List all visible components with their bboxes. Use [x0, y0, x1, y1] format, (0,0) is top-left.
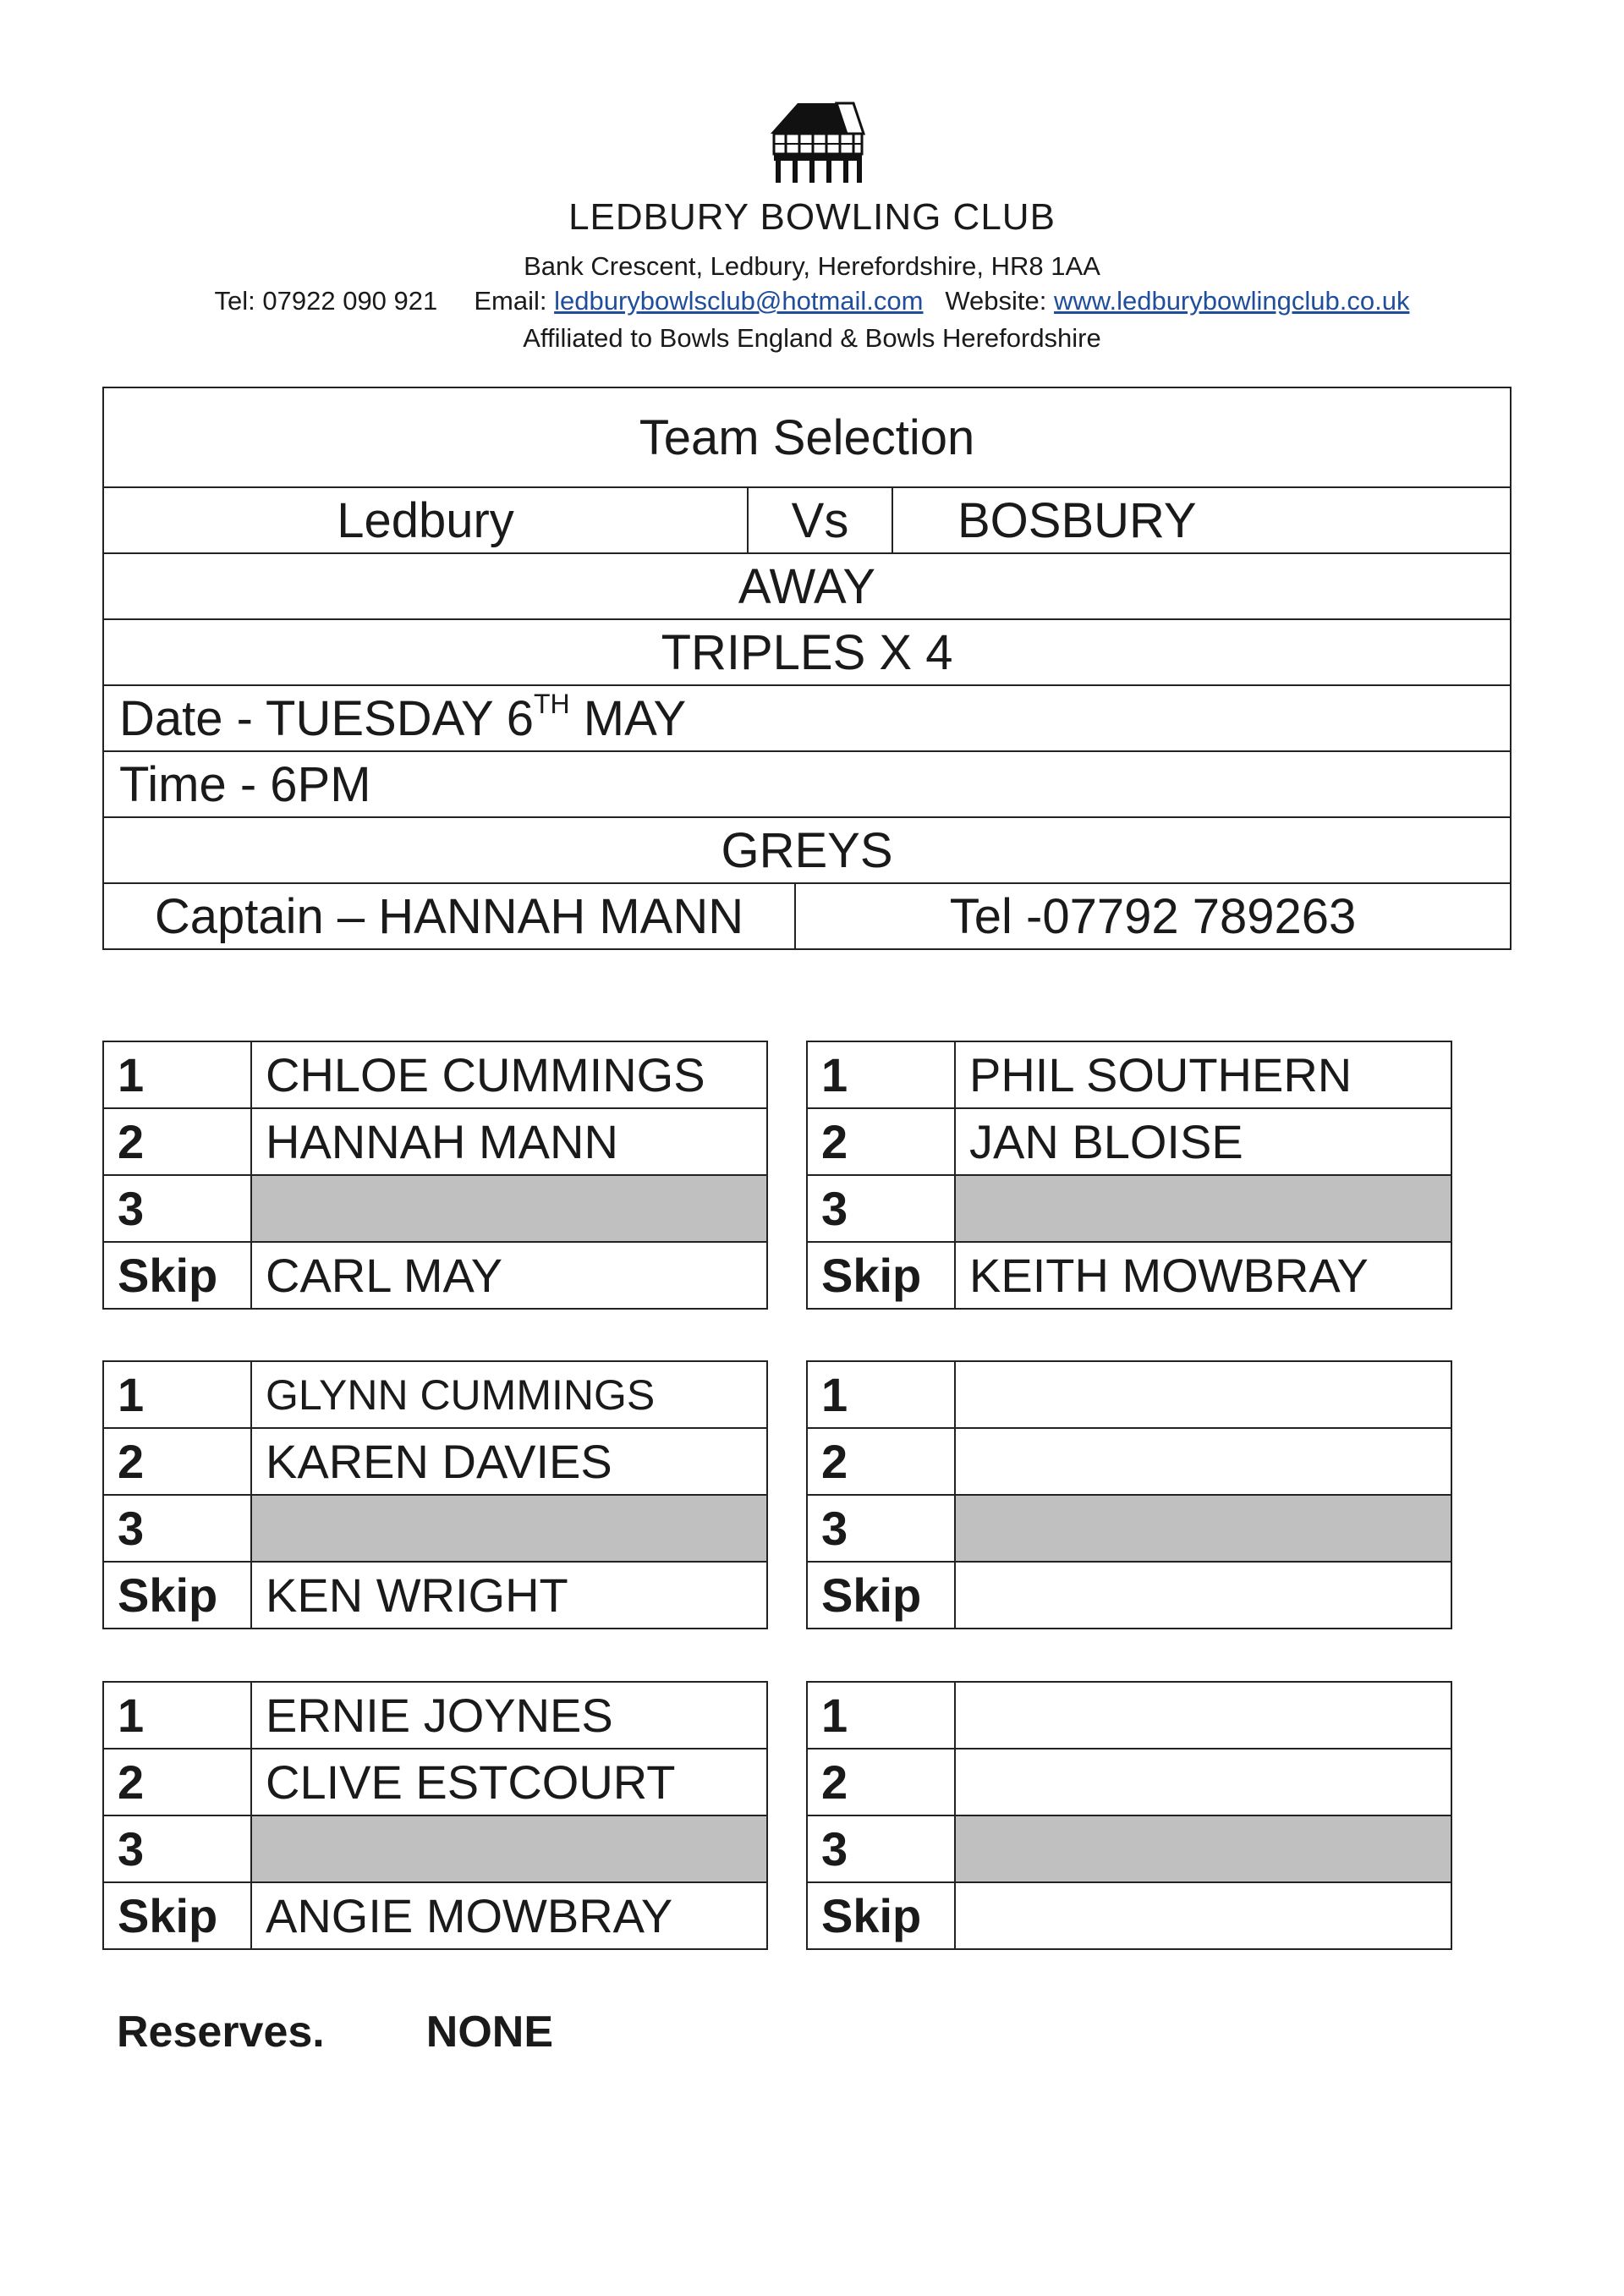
player-name [251, 1175, 767, 1242]
position-label: 2 [807, 1108, 955, 1175]
position-label: Skip [103, 1882, 251, 1949]
position-label: 3 [807, 1495, 955, 1562]
position-label: 3 [103, 1175, 251, 1242]
player-name: CARL MAY [251, 1242, 767, 1309]
match-format: TRIPLES X 4 [103, 619, 1511, 685]
position-label: 3 [103, 1815, 251, 1882]
match-time: Time - 6PM [103, 751, 1511, 817]
position-label: 1 [807, 1682, 955, 1749]
email-label: Email: [474, 286, 547, 316]
dress-code: GREYS [103, 817, 1511, 883]
player-name [955, 1175, 1451, 1242]
position-label: 3 [807, 1175, 955, 1242]
rink-2 [806, 1041, 1452, 1310]
opponent-team: BOSBURY [892, 487, 1511, 553]
club-logo-icon [765, 95, 867, 186]
position-label: 3 [807, 1815, 955, 1882]
position-label: 2 [103, 1108, 251, 1175]
position-label: 2 [807, 1428, 955, 1495]
match-date [103, 685, 1511, 751]
player-name: KEN WRIGHT [251, 1562, 767, 1629]
rink-1 [102, 1041, 768, 1310]
player-name: PHIL SOUTHERN [955, 1041, 1451, 1108]
player-name [955, 1361, 1451, 1428]
home-team: Ledbury [103, 487, 748, 553]
player-name: KEITH MOWBRAY [955, 1242, 1451, 1309]
player-name: CHLOE CUMMINGS [251, 1041, 767, 1108]
player-name [955, 1682, 1451, 1749]
player-name: JAN BLOISE [955, 1108, 1451, 1175]
position-label: 1 [807, 1361, 955, 1428]
position-label: 2 [807, 1749, 955, 1815]
player-name: CLIVE ESTCOURT [251, 1749, 767, 1815]
position-label: Skip [103, 1562, 251, 1629]
player-name: ANGIE MOWBRAY [251, 1882, 767, 1949]
team-selection-table [102, 387, 1512, 950]
rink-5 [102, 1681, 768, 1950]
position-label: 1 [103, 1361, 251, 1428]
date-text: Date - TUESDAY 6 [119, 690, 534, 746]
rink-4 [806, 1360, 1452, 1629]
player-name [955, 1882, 1451, 1949]
position-label: 1 [103, 1682, 251, 1749]
rink-6 [806, 1681, 1452, 1950]
player-name [955, 1815, 1451, 1882]
venue: AWAY [103, 553, 1511, 619]
vs-label: Vs [748, 487, 892, 553]
team-selection-title: Team Selection [103, 387, 1511, 487]
club-telephone: Tel: 07922 090 921 [214, 286, 438, 316]
website-link[interactable]: www.ledburybowlingclub.co.uk [1054, 286, 1410, 316]
position-label: Skip [807, 1562, 955, 1629]
date-suffix: TH [533, 688, 570, 719]
player-name [955, 1562, 1451, 1629]
player-name [955, 1749, 1451, 1815]
player-name: GLYNN CUMMINGS [251, 1361, 767, 1428]
player-name [251, 1815, 767, 1882]
captain-telephone: Tel -07792 789263 [795, 883, 1511, 949]
player-name [955, 1495, 1451, 1562]
website-label: Website: [945, 286, 1047, 316]
position-label: 2 [103, 1749, 251, 1815]
position-label: Skip [807, 1882, 955, 1949]
club-address: Bank Crescent, Ledbury, Herefordshire, HR8 1AA [524, 251, 1100, 281]
player-name: ERNIE JOYNES [251, 1682, 767, 1749]
player-name: HANNAH MANN [251, 1108, 767, 1175]
club-name: LEDBURY BOWLING CLUB [568, 196, 1056, 238]
position-label: 2 [103, 1428, 251, 1495]
player-name [251, 1495, 767, 1562]
rink-3 [102, 1360, 768, 1629]
position-label: Skip [807, 1242, 955, 1309]
player-name [955, 1428, 1451, 1495]
captain: Captain – HANNAH MANN [103, 883, 795, 949]
reserves-value: NONE [425, 2008, 554, 2057]
reserves [117, 2007, 553, 2057]
contact-line [0, 286, 1624, 316]
affiliation-line: Affiliated to Bowls England & Bowls Herefordshire [523, 323, 1101, 353]
player-name: KAREN DAVIES [251, 1428, 767, 1495]
position-label: Skip [103, 1242, 251, 1309]
reserves-label: Reserves. [117, 2008, 325, 2057]
email-link[interactable]: ledburybowlsclub@hotmail.com [554, 286, 924, 316]
position-label: 1 [103, 1041, 251, 1108]
date-month: MAY [569, 690, 687, 746]
position-label: 1 [807, 1041, 955, 1108]
position-label: 3 [103, 1495, 251, 1562]
